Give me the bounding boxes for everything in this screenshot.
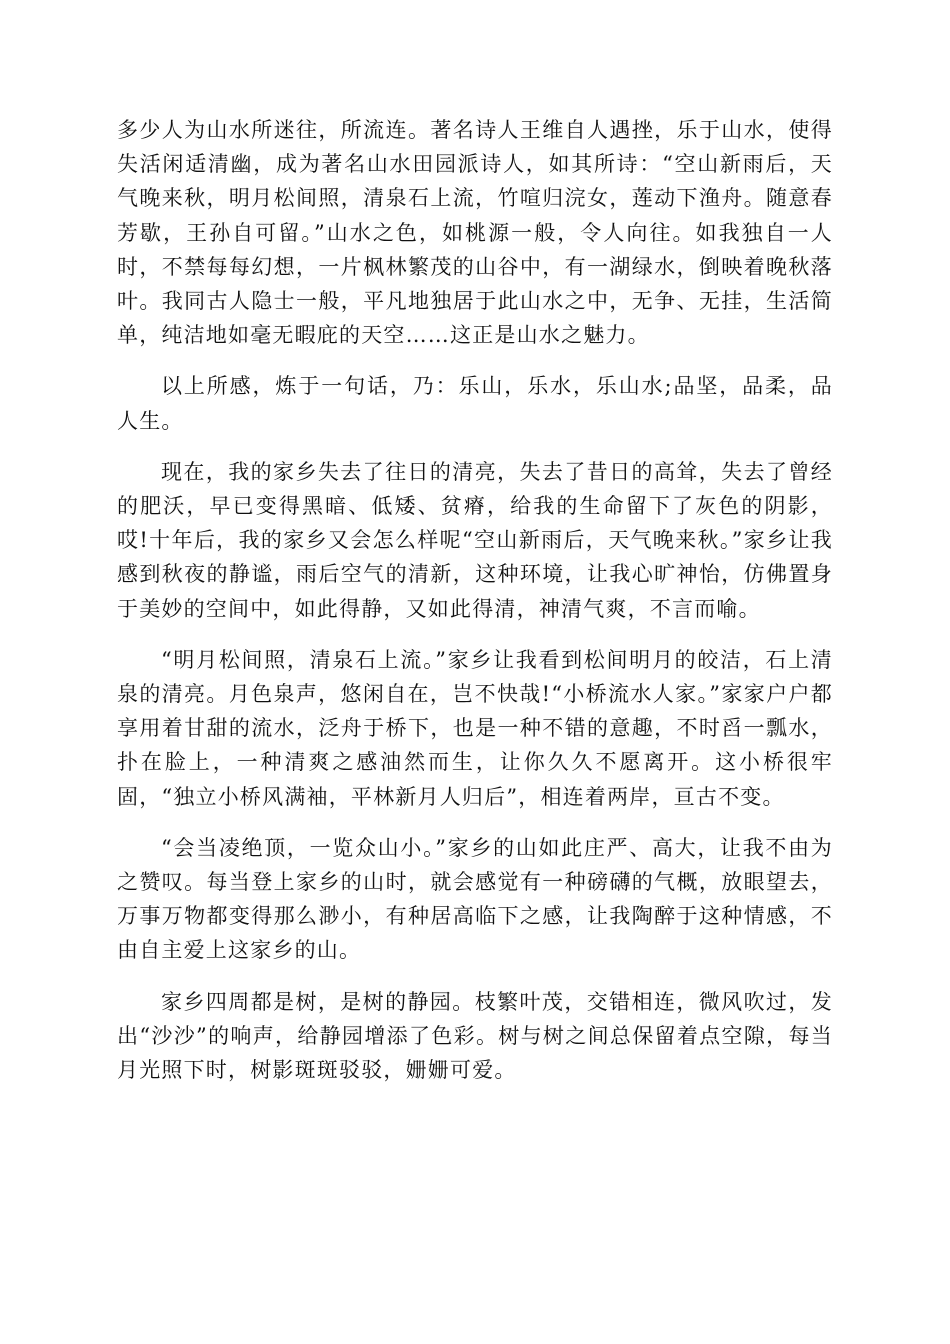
paragraph-3: 现在，我的家乡失去了往日的清亮，失去了昔日的高耸，失去了曾经的肥沃，早已变得黑暗、低矮、贫瘠，给我的生命留下了灰色的阴影，哎!十年后，我的家乡又会怎么样呢“空山新雨后，天气晚来秋。”家乡让我感到秋夜的静谧，雨后空气的清新，这种环境，让我心旷神怡，仿佛置身于美妙的空间中，如此得静，又如此得清，神清气爽，不言而喻。	[117, 459, 833, 621]
paragraph-5: “会当凌绝顶，一览众山小。”家乡的山如此庄严、高大，让我不由为之赞叹。每当登上家乡的山时，就会感觉有一种磅礴的气概，放眼望去，万事万物都变得那么渺小，有种居高临下之感，让我陶醉于这种情感，不由自主爱上这家乡的山。	[117, 835, 833, 963]
paragraph-6: 家乡四周都是树，是树的静园。枝繁叶茂，交错相连，微风吹过，发出“沙沙”的响声，给静园增添了色彩。树与树之间总保留着点空隙，每当月光照下时，树影斑斑驳驳，姗姗可爱。	[117, 989, 833, 1083]
paragraph-2: 以上所感，炼于一句话，乃：乐山，乐水，乐山水;品坚，品柔，品人生。	[117, 374, 833, 433]
document-page	[117, 113, 833, 1104]
paragraph-1: 多少人为山水所迷往，所流连。著名诗人王维自人遇挫，乐于山水，使得失活闲适清幽，成为著名山水田园派诗人，如其所诗：“空山新雨后，天气晚来秋，明月松间照，清泉石上流，竹喧归浣女，莲动下渔舟。随意春芳歇，王孙自可留。”山水之色，如桃源一般，令人向往。如我独自一人时，不禁每每幻想，一片枫林繁茂的山谷中，有一湖绿水，倒映着晚秋落叶。我同古人隐士一般，平凡地独居于此山水之中，无争、无挂，生活简单，纯洁地如毫无暇庇的天空……这正是山水之魅力。	[117, 118, 833, 348]
paragraph-4: “明月松间照，清泉石上流。”家乡让我看到松间明月的皎洁，石上清泉的清亮。月色泉声，悠闲自在，岂不快哉!“小桥流水人家。”家家户户都享用着甘甜的流水，泛舟于桥下，也是一种不错的意趣，不时舀一瓢水，扑在脸上，一种清爽之感油然而生，让你久久不愿离开。这小桥很牢固，“独立小桥风满袖，平林新月人归后”，相连着两岸，亘古不变。	[117, 647, 833, 809]
